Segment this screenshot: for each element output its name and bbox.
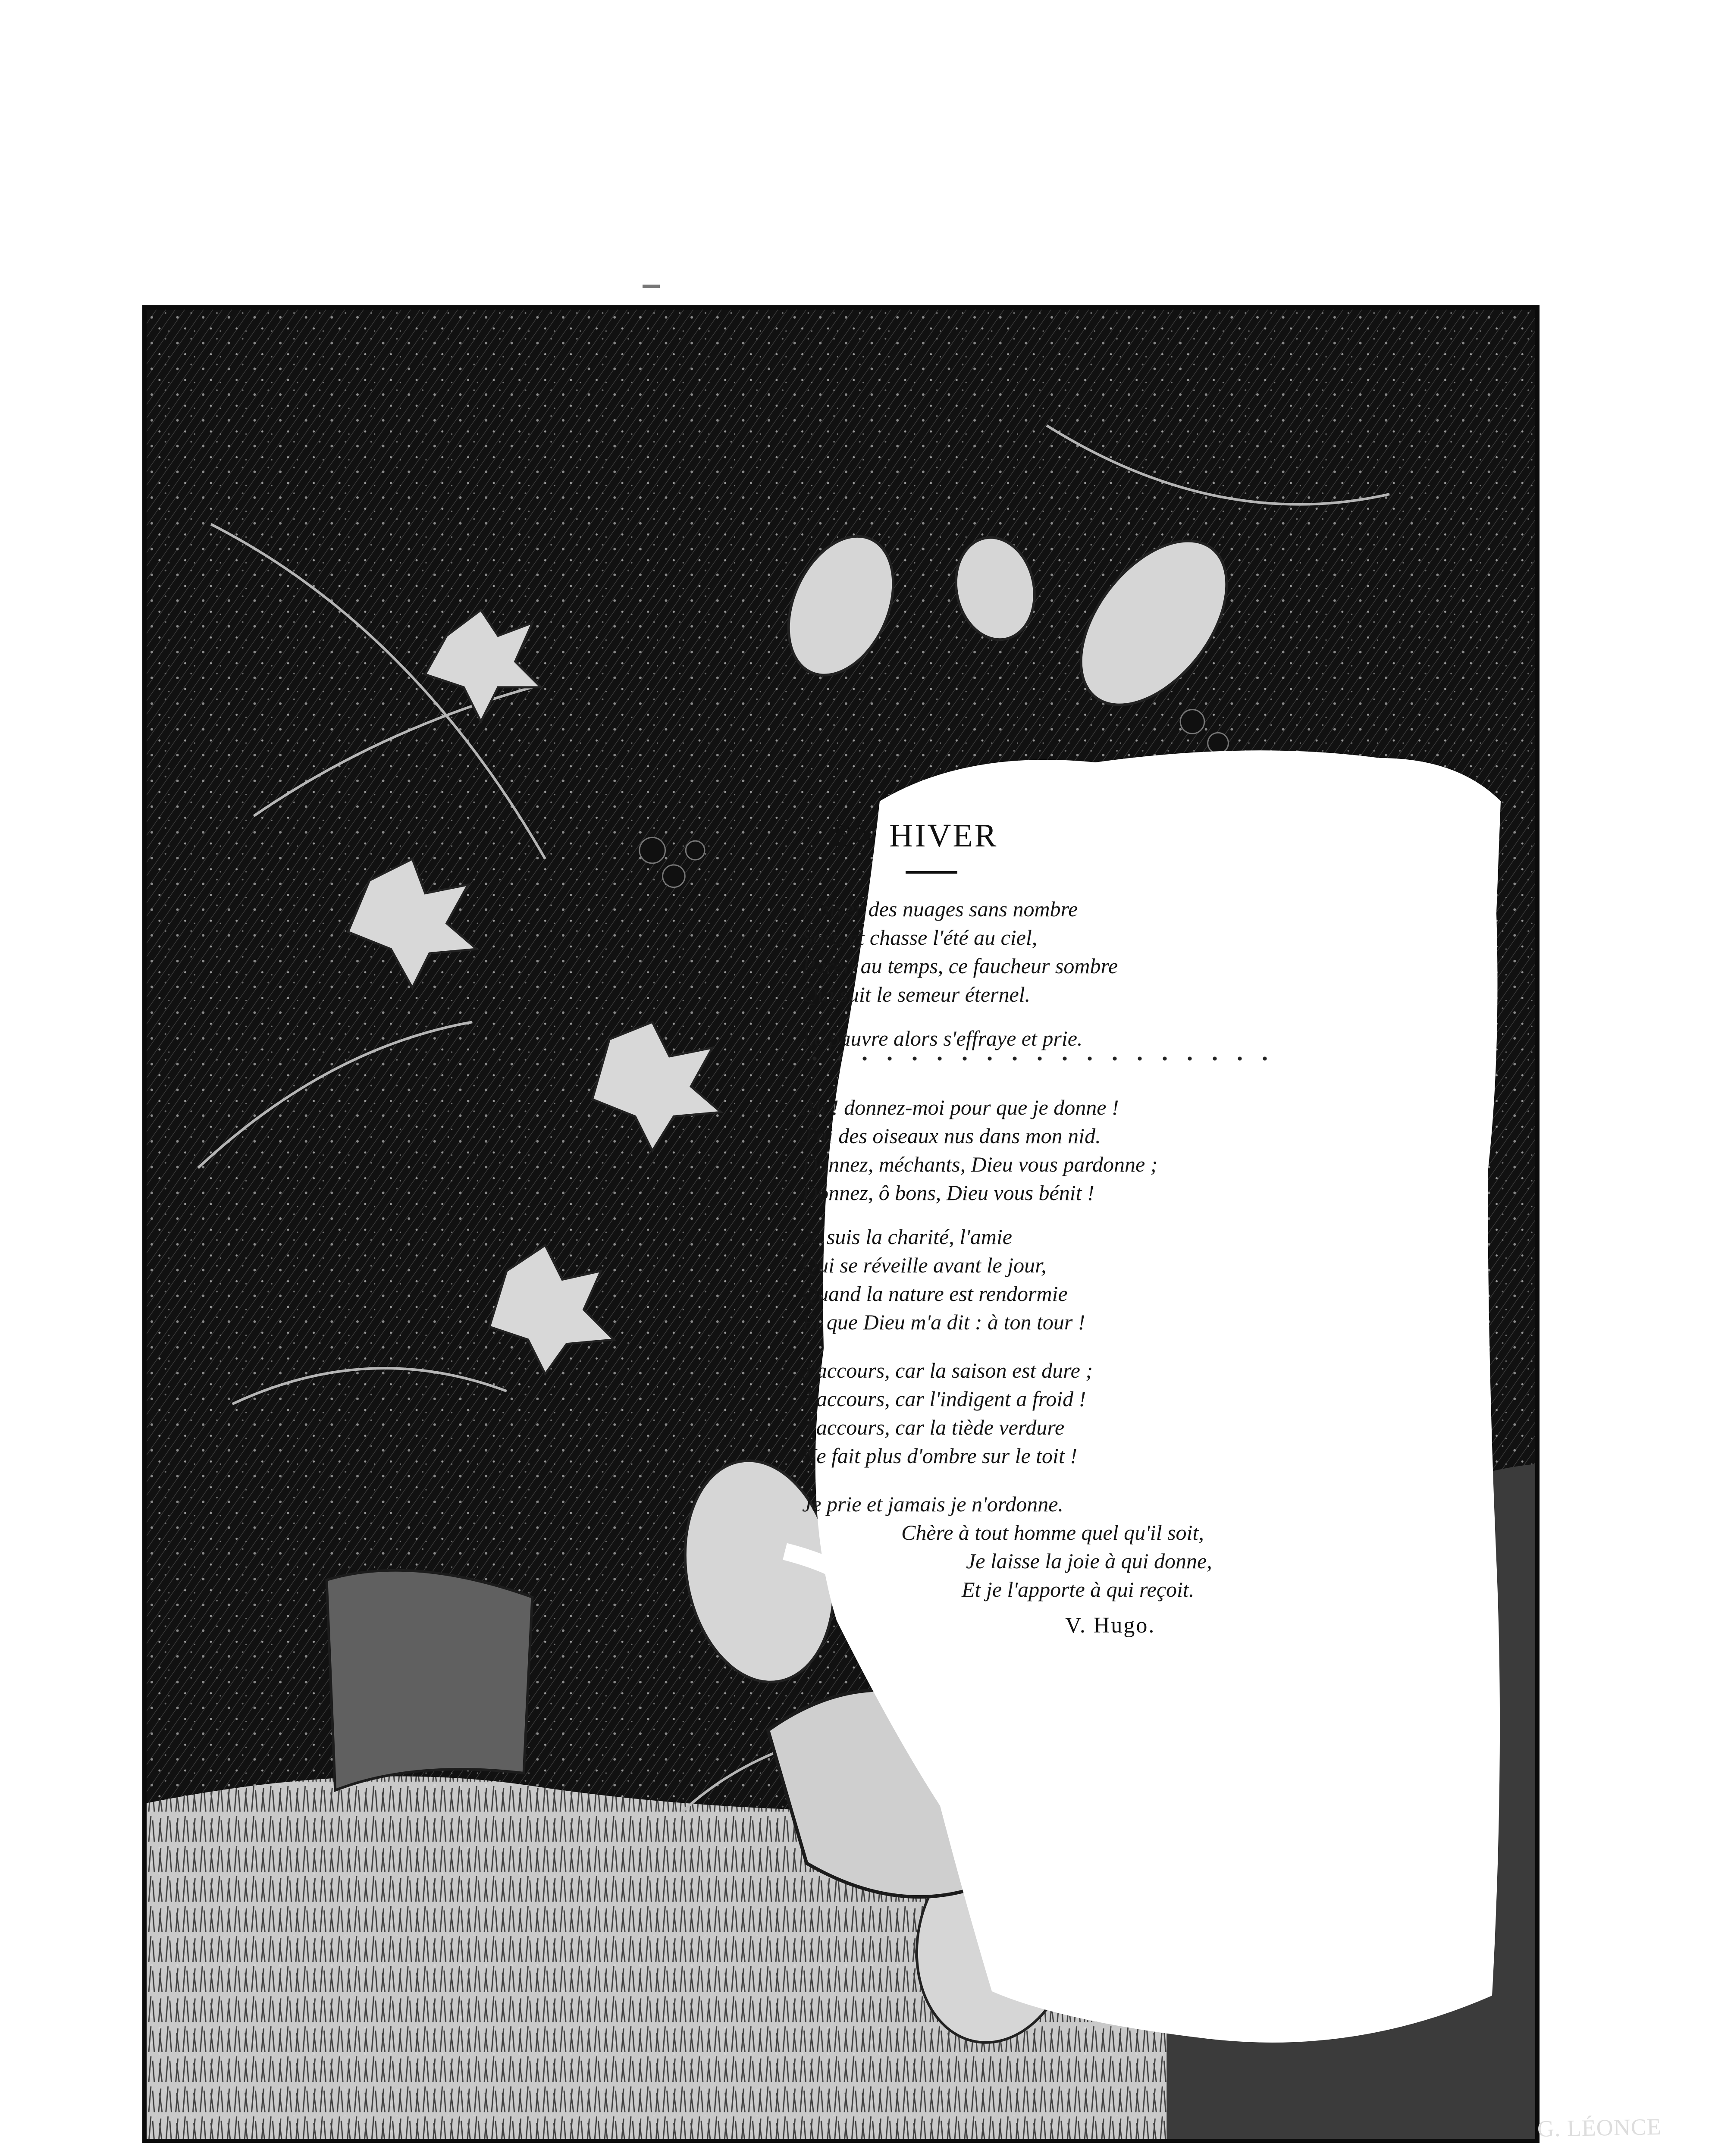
- stanza-1: [802, 895, 1406, 1009]
- poem-line: J'accours, car l'indigent a froid !: [802, 1387, 1086, 1411]
- poem-line: Le pauvre alors s'effraye et prie.: [802, 1026, 1083, 1050]
- poem-line: Et je l'apporte à qui reçoit.: [962, 1577, 1195, 1601]
- poem-line: Je suis la charité, l'amie: [802, 1225, 1012, 1249]
- poem-signature: V. Hugo.: [1065, 1613, 1156, 1638]
- poem-line: Je prie et jamais je n'ordonne.: [802, 1492, 1063, 1516]
- poem-line: Donnez, méchants, Dieu vous pardonne ;: [802, 1152, 1158, 1176]
- stanza-6: [802, 1490, 1406, 1604]
- poem-line: Et que Dieu m'a dit : à ton tour !: [802, 1310, 1085, 1334]
- poem-title: EN HIVER: [832, 818, 998, 854]
- poem-line: Ah ! donnez-moi pour que je donne !: [802, 1095, 1119, 1119]
- poem-line: Quand la nature est rendormie: [802, 1282, 1068, 1306]
- poem-line: L'hiver des nuages sans nombre: [802, 897, 1078, 921]
- poem-line: Je laisse la joie à qui donne,: [966, 1549, 1212, 1573]
- poem-line: J'accours, car la tiède verdure: [802, 1415, 1065, 1439]
- stanza-2: [802, 1024, 1406, 1053]
- artist-signature: G. LÉONCE: [1537, 2113, 1662, 2142]
- poem-line: Qui suit le semeur éternel.: [802, 982, 1031, 1006]
- poem-line: J'ai des oiseaux nus dans mon nid.: [802, 1124, 1101, 1148]
- poem-line: Chère à tout homme quel qu'il soit,: [901, 1520, 1204, 1545]
- print-mark: [643, 285, 660, 288]
- poem-line: J'accours, car la saison est dure ;: [802, 1358, 1093, 1382]
- stanza-3: [802, 1093, 1406, 1207]
- poem-line: Pareil au temps, ce faucheur sombre: [802, 954, 1118, 978]
- title-rule: [906, 871, 957, 874]
- stanza-5: [802, 1356, 1406, 1470]
- poem-line: Qui se réveille avant le jour,: [802, 1253, 1047, 1277]
- poem-line: Donnez, ô bons, Dieu vous bénit !: [802, 1181, 1094, 1205]
- stanza-4: [802, 1222, 1406, 1336]
- poem-line: Ne fait plus d'ombre sur le toit !: [802, 1444, 1077, 1468]
- poem-line: Sort, et chasse l'été au ciel,: [802, 925, 1038, 950]
- ellipsis-dots: [802, 1056, 1268, 1061]
